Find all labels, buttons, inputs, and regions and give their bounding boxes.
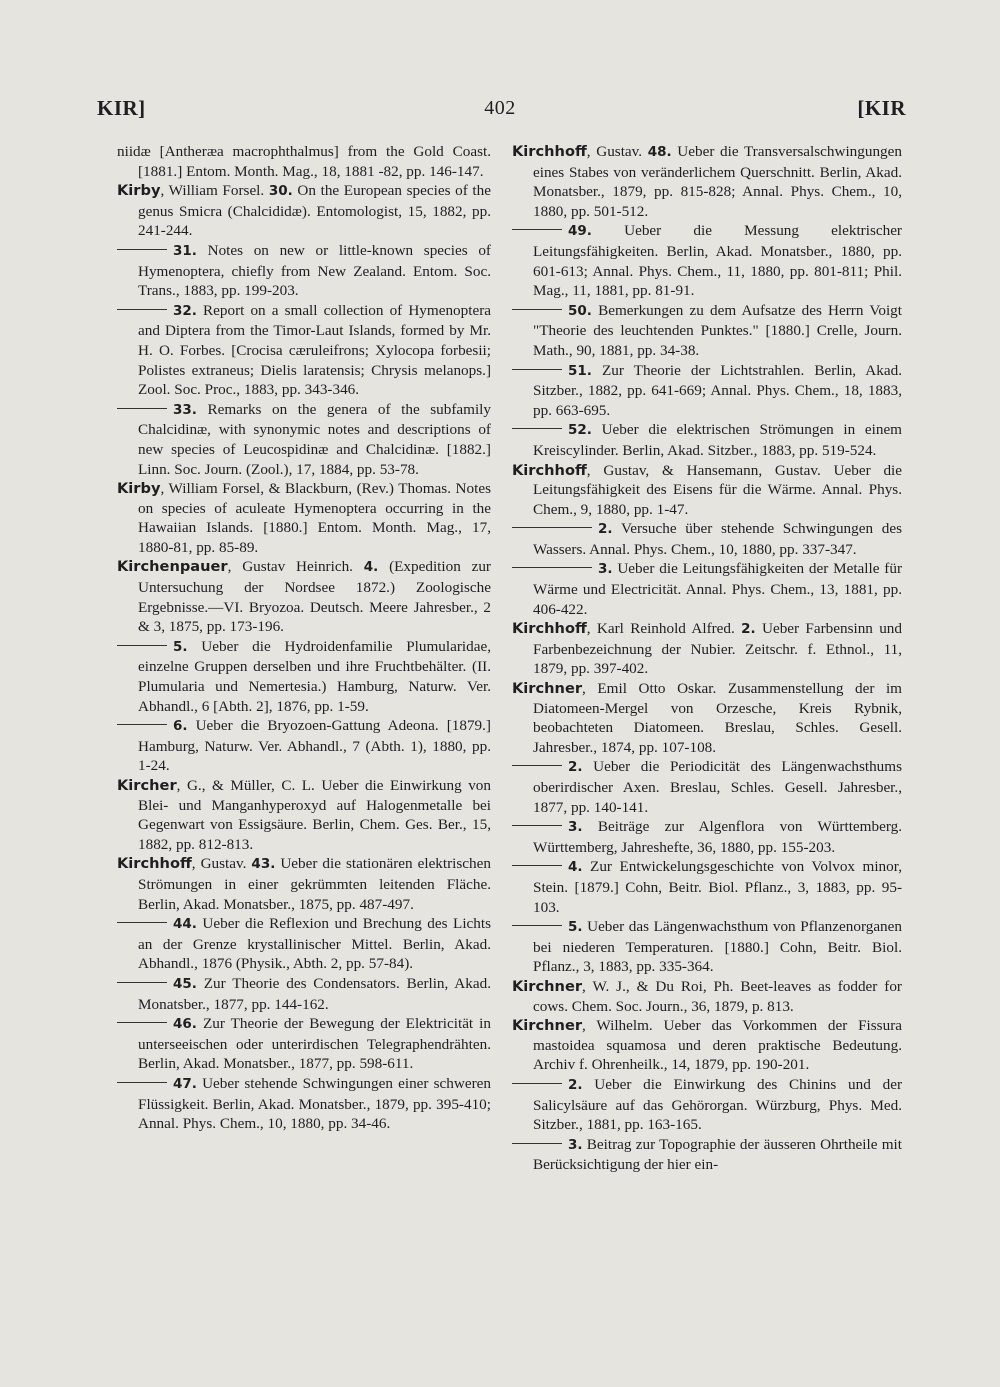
- bibliography-entry: 32. Report on a small collection of Hymenoptera and Diptera from the Timor-Laut Islands, formed by Mr. H. O. Forbes. [Crocisa cæruleifrons; Xylocopa forbesii; Polistes extraneus; Dielis laratensis; Chrysis melanops.] Zool. Soc. Proc., 1883, pp. 343-346.: [117, 301, 491, 400]
- bibliography-entry: 47. Ueber stehende Schwingungen einer schweren Flüssigkeit. Berlin, Akad. Monatsber., 1879, pp. 395-410; Annal. Phys. Chem., 10, 1880, pp. 34-46.: [117, 1074, 491, 1134]
- bibliography-entry: 3. Beitrag zur Topographie der äusseren Ohrtheile mit Berücksichtigung der hier ein-: [512, 1135, 902, 1175]
- bibliography-entry: 3. Ueber die Leitungsfähigkeiten der Metalle für Wärme und Electricität. Annal. Phys. Chem., 13, 1881, pp. 406-422.: [512, 559, 902, 619]
- bibliography-entry: 2. Ueber die Periodicität des Längenwachsthums oberirdischer Axen. Breslau, Schles. Gesell. Jahresber., 1877, pp. 140-141.: [512, 757, 902, 817]
- ditto-rule: [117, 1082, 167, 1083]
- ditto-rule: [117, 309, 167, 310]
- bibliography-entry: 50. Bemerkungen zu dem Aufsatze des Herrn Voigt "Theorie des leuchtenden Punktes." [1880.] Crelle, Journ. Math., 90, 1881, pp. 34-38.: [512, 301, 902, 361]
- ditto-rule: [117, 922, 167, 923]
- ditto-rule: [512, 825, 562, 826]
- bibliography-entry: 33. Remarks on the genera of the subfamily Chalcidinæ, with synonymic notes and descriptions of new species of Leucospidinæ and Chalcidinæ. [1882.] Linn. Soc. Journ. (Zool.), 17, 1884, pp. 53-78.: [117, 400, 491, 479]
- bibliography-entry: 44. Ueber die Reflexion und Brechung des Lichts an der Grenze krystallinischer Mittel. Berlin, Akad. Abhandl., 1876 (Physik., Abth. 2, pp. 57-84).: [117, 914, 491, 974]
- ditto-rule: [512, 1143, 562, 1144]
- ditto-rule: [512, 527, 592, 528]
- ditto-rule: [512, 309, 562, 310]
- bibliography-entry: Kirchhoff, Karl Reinhold Alfred. 2. Ueber Farbensinn und Farbenbezeichnung der Nubier. Zeitschr. f. Ethnol., 11, 1879, pp. 397-402.: [512, 620, 902, 678]
- bibliography-entry: 2. Versuche über stehende Schwingungen des Wassers. Annal. Phys. Chem., 10, 1880, pp. 337-347.: [512, 519, 902, 559]
- bibliography-entry: 5. Ueber das Längenwachsthum von Pflanzenorganen bei niederen Temperaturen. [1880.] Cohn, Beitr. Biol. Pflanz., 3, 1883, pp. 335-364.: [512, 917, 902, 977]
- right-column: [512, 142, 902, 1175]
- bibliography-entry: 31. Notes on new or little-known species of Hymenoptera, chiefly from New Zealand. Entom. Soc. Trans., 1883, pp. 199-203.: [117, 241, 491, 301]
- ditto-rule: [512, 765, 562, 766]
- bibliography-entry: 4. Zur Entwickelungsgeschichte von Volvox minor, Stein. [1879.] Cohn, Beitr. Biol. Pflanz., 3, 1883, pp. 95-103.: [512, 857, 902, 917]
- bibliography-entry: Kircher, G., & Müller, C. L. Ueber die Einwirkung von Blei- und Manganhyperoxyd auf Halogenmetalle bei Gegenwart von Essigsäure. Berlin, Chem. Ges. Ber., 15, 1882, pp. 812-813.: [117, 777, 491, 853]
- bibliography-entry: 45. Zur Theorie des Condensators. Berlin, Akad. Monatsber., 1877, pp. 144-162.: [117, 974, 491, 1014]
- page-number: 402: [484, 97, 516, 119]
- ditto-rule: [117, 982, 167, 983]
- bibliography-entry: Kirby, William Forsel, & Blackburn, (Rev.) Thomas. Notes on species of aculeate Hymenoptera occurring in the Hawaiian Islands. [1880.] Entom. Month. Mag., 17, 1880-81, pp. 85-89.: [117, 480, 491, 556]
- bibliography-entry: Kirby, William Forsel. 30. On the European species of the genus Smicra (Chalcididæ). Entomologist, 15, 1882, pp. 241-244.: [117, 182, 491, 240]
- ditto-rule: [512, 1083, 562, 1084]
- ditto-rule: [512, 925, 562, 926]
- bibliography-entry: niidæ [Antheræa macrophthalmus] from the Gold Coast. [1881.] Entom. Month. Mag., 18, 1881 -82, pp. 146-147.: [117, 143, 491, 180]
- bibliography-entry: Kirchhoff, Gustav. 48. Ueber die Transversalschwingungen eines Stabes von veränderlichem Querschnitt. Berlin, Akad. Monatsber., 1879, pp. 815-828; Annal. Phys. Chem., 10, 1880, pp. 501-512.: [512, 143, 902, 220]
- bibliography-entry: 3. Beiträge zur Algenflora von Württemberg. Württemberg, Jahreshefte, 36, 1880, pp. 155-203.: [512, 817, 902, 857]
- bibliography-entry: 6. Ueber die Bryozoen-Gattung Adeona. [1879.] Hamburg, Naturw. Ver. Abhandl., 7 (Abth. 1), 1880, pp. 1-24.: [117, 716, 491, 776]
- bibliography-entry: Kirchner, Wilhelm. Ueber das Vorkommen der Fissura mastoidea squamosa und deren praktische Bedeutung. Archiv f. Ohrenheilk., 14, 1879, pp. 190-201.: [512, 1017, 902, 1074]
- ditto-rule: [512, 428, 562, 429]
- left-column: [117, 142, 491, 1134]
- bibliography-entry: Kirchhoff, Gustav. 43. Ueber die stationären elektrischen Strömungen in einer gekrümmten leitenden Fläche. Berlin, Akad. Monatsber., 1875, pp. 487-497.: [117, 855, 491, 913]
- running-head-right: [KIR: [857, 96, 906, 120]
- bibliography-entry: Kirchner, Emil Otto Oskar. Zusammenstellung der im Diatomeen-Mergel von Orzesche, Kreis Rybnik, beobachteten Diatomeen. Breslau, Schles. Gesell. Jahresber., 1874, pp. 107-108.: [512, 680, 902, 756]
- ditto-rule: [512, 865, 562, 866]
- bibliography-entry: 5. Ueber die Hydroidenfamilie Plumularidae, einzelne Gruppen derselben und ihre Fruchtbehälter. (II. Plumularia und Nemertesia.) Hamburg, Naturw. Ver. Abhandl., 6 [Abth. 2], 1876, pp. 1-59.: [117, 637, 491, 716]
- bibliography-entry: Kirchner, W. J., & Du Roi, Ph. Beet-leaves as fodder for cows. Chem. Soc. Journ., 36, 1879, p. 813.: [512, 977, 902, 1015]
- ditto-rule: [512, 369, 562, 370]
- bibliography-entry: 2. Ueber die Einwirkung des Chinins und der Salicylsäure auf das Gehörorgan. Würzburg, Phys. Med. Sitzber., 1881, pp. 163-165.: [512, 1075, 902, 1135]
- ditto-rule: [117, 724, 167, 725]
- bibliography-entry: Kirchhoff, Gustav, & Hansemann, Gustav. Ueber die Leitungsfähigkeit des Eisens für die Wärme. Annal. Phys. Chem., 9, 1880, pp. 1-47.: [512, 461, 902, 518]
- ditto-rule: [512, 229, 562, 230]
- bibliography-entry: 46. Zur Theorie der Bewegung der Elektricität in unterseeischen oder unterirdischen Telegraphendrähten. Berlin, Akad. Monatsber., 1877, pp. 598-611.: [117, 1014, 491, 1074]
- bibliography-entry: Kirchenpauer, Gustav Heinrich. 4. (Expedition zur Untersuchung der Nordsee 1872.) Zoologische Ergebnisse.—VI. Bryozoa. Deutsch. Meere Jahresber., 2 & 3, 1875, pp. 173-196.: [117, 558, 491, 636]
- ditto-rule: [512, 567, 592, 568]
- bibliography-entry: 49. Ueber die Messung elektrischer Leitungsfähigkeiten. Berlin, Akad. Monatsber., 1880, pp. 601-613; Annal. Phys. Chem., 11, 1880, pp. 801-811; Phil. Mag., 11, 1881, pp. 81-91.: [512, 221, 902, 300]
- bibliography-entry: 51. Zur Theorie der Lichtstrahlen. Berlin, Akad. Sitzber., 1882, pp. 641-669; Annal. Phys. Chem., 18, 1883, pp. 663-695.: [512, 361, 902, 421]
- bibliography-entry: 52. Ueber die elektrischen Strömungen in einem Kreiscylinder. Berlin, Akad. Sitzber., 1883, pp. 519-524.: [512, 420, 902, 460]
- ditto-rule: [117, 1022, 167, 1023]
- running-head-left: KIR]: [97, 96, 146, 120]
- ditto-rule: [117, 249, 167, 250]
- ditto-rule: [117, 645, 167, 646]
- ditto-rule: [117, 408, 167, 409]
